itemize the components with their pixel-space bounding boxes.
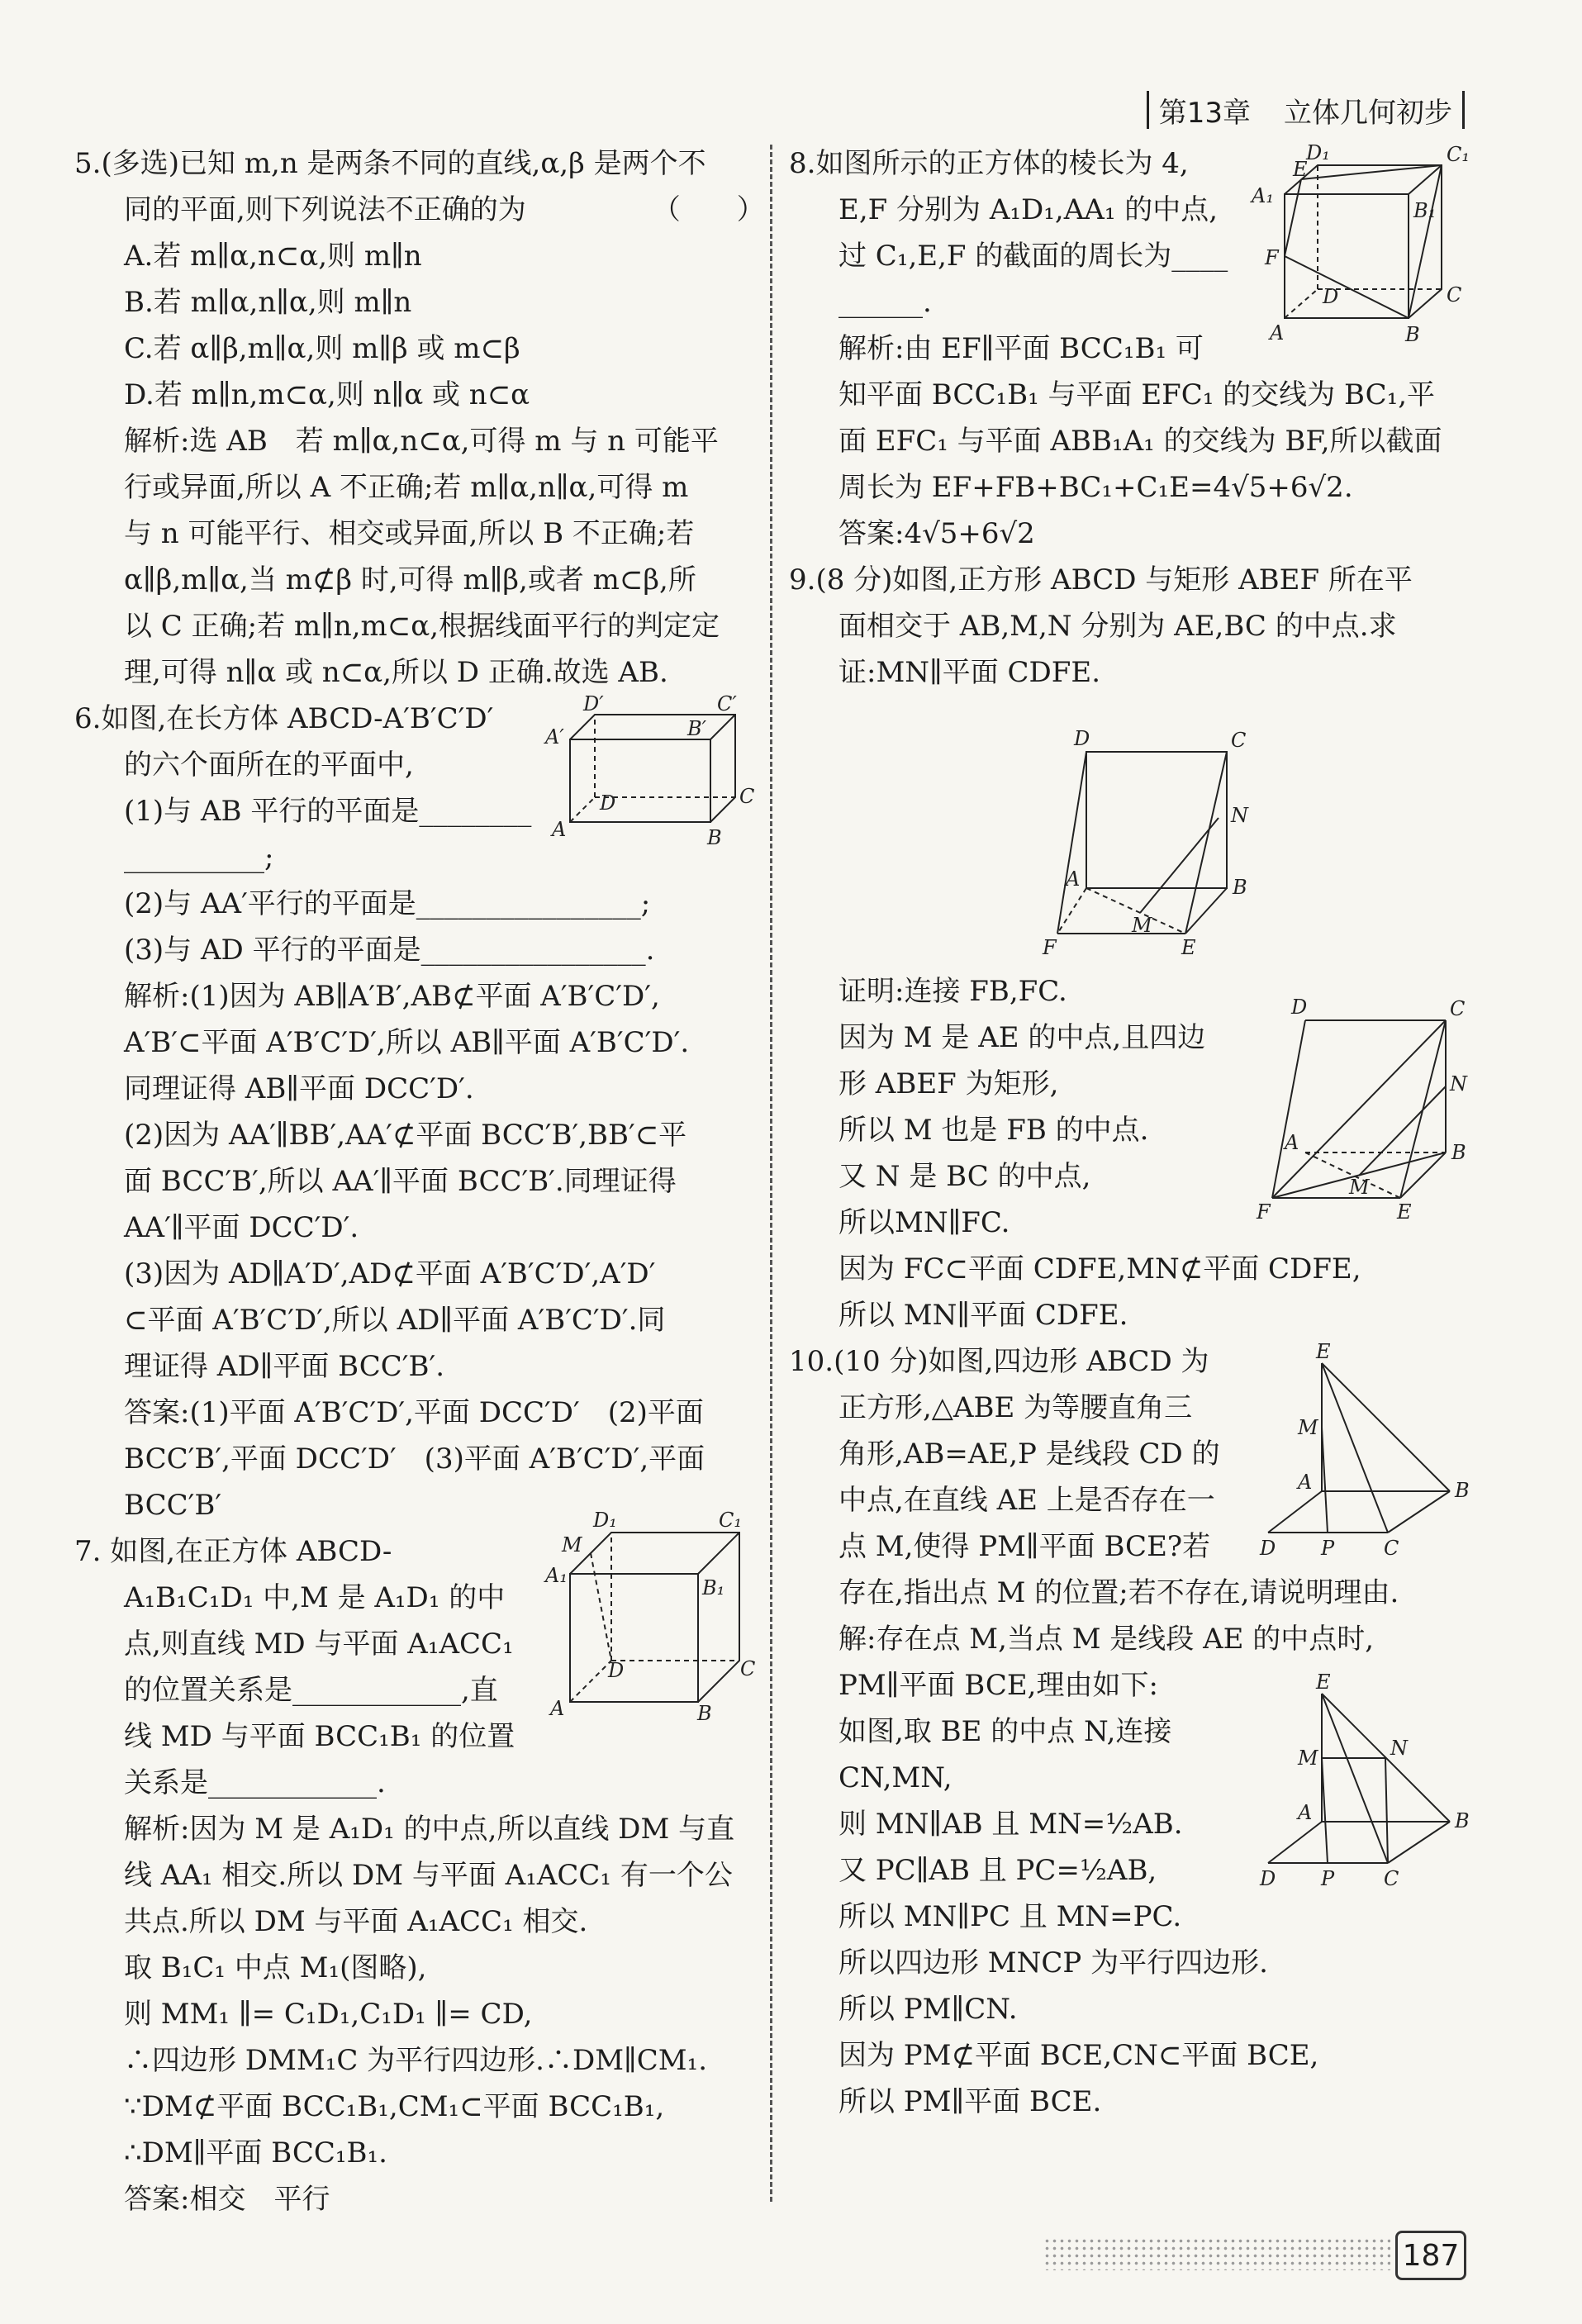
- q7-analysis: ∵DM⊄平面 BCC₁B₁,CM₁⊂平面 BCC₁B₁,: [124, 2090, 665, 2123]
- q5-line: 同的平面,则下列说法不正确的为 （ ）: [124, 193, 765, 226]
- q9-line: 9.(8 分)如图,正方形 ABCD 与矩形 ABEF 所在平: [789, 563, 1413, 596]
- q6-part1: (1)与 AB 平行的平面是________: [124, 795, 532, 828]
- q7-analysis: 共点.所以 DM 与平面 A₁ACC₁ 相交.: [124, 1905, 588, 1938]
- fig10a-label: M: [1298, 1416, 1318, 1439]
- fig6-label: C: [739, 785, 755, 808]
- fig8-label: B: [1405, 323, 1420, 346]
- fig8-label: F: [1265, 246, 1279, 269]
- q10-line: 点 M,使得 PM∥平面 BCE?若: [839, 1530, 1211, 1563]
- q9-proof: 因为 M 是 AE 的中点,且四边: [839, 1021, 1206, 1054]
- fig10b-label: A: [1298, 1801, 1313, 1824]
- q9-proof: 所以MN∥FC.: [839, 1206, 1010, 1239]
- fig7-label: M: [562, 1533, 582, 1556]
- q10-line: 中点,在直线 AE 上是否存在一: [839, 1484, 1215, 1517]
- fig7-label: D: [608, 1659, 625, 1682]
- q5-analysis: 行或异面,所以 A 不正确;若 m∥α,n∥α,可得 m: [124, 471, 689, 504]
- fig7-label: D₁: [593, 1509, 617, 1532]
- q7-analysis: ∴DM∥平面 BCC₁B₁.: [124, 2136, 387, 2170]
- fig6-label: A: [552, 818, 567, 841]
- figure-q6-cuboid: [545, 692, 755, 851]
- q5-option-a: A.若 m∥α,n⊂α,则 m∥n: [124, 240, 422, 273]
- figure-q7-cube: [545, 1509, 756, 1727]
- left-column: [74, 140, 765, 2222]
- fig10a-label: B: [1455, 1479, 1470, 1502]
- fig9b-label: C: [1450, 997, 1466, 1020]
- fig9b-label: A: [1285, 1131, 1299, 1154]
- fig8-label: C: [1447, 283, 1462, 307]
- fig10a-label: E: [1316, 1340, 1331, 1363]
- q9-proof: 形 ABEF 为矩形,: [839, 1067, 1059, 1100]
- q10-solution: CN,MN,: [839, 1761, 953, 1794]
- q10-line: 10.(10 分)如图,四边形 ABCD 为: [789, 1345, 1209, 1378]
- q6-answer: BCC′B′,平面 DCC′D′ (3)平面 A′B′C′D′,平面: [124, 1442, 705, 1476]
- fig9b-label: D: [1291, 996, 1308, 1019]
- q10-solution: PM∥平面 BCE,理由如下:: [839, 1669, 1158, 1702]
- fig6-label: B′: [687, 717, 707, 740]
- q5-analysis: 与 n 可能平行、相交或异面,所以 B 不正确;若: [124, 517, 695, 550]
- q6-analysis: 理证得 AD∥平面 BCC′B′.: [124, 1350, 445, 1383]
- q6-part1: __________;: [124, 841, 274, 874]
- fig10a-label: C: [1384, 1537, 1399, 1560]
- q10-solution: 所以 PM∥CN.: [839, 1993, 1018, 2026]
- fig6-label: D: [600, 791, 616, 815]
- q5-analysis: 理,可得 n∥α 或 n⊂α,所以 D 正确.故选 AB.: [124, 656, 668, 689]
- fig9a-label: C: [1231, 729, 1247, 752]
- fig8-label: C₁: [1447, 143, 1470, 166]
- q7-line: 的位置关系是____________,直: [124, 1674, 498, 1707]
- fig10a-label: P: [1321, 1537, 1335, 1560]
- q10-solution: 因为 PM⊄平面 BCE,CN⊂平面 BCE,: [839, 2039, 1319, 2072]
- q8-line: 过 C₁,E,F 的截面的周长为____: [839, 240, 1228, 273]
- fig6-label: B: [707, 826, 722, 849]
- q10-line: 角形,AB=AE,P 是线段 CD 的: [839, 1438, 1220, 1471]
- fig8-label: A₁: [1252, 184, 1274, 207]
- fig8-label: E: [1293, 158, 1308, 181]
- chapter-header: [1137, 87, 1475, 133]
- q9-proof: 所以 MN∥平面 CDFE.: [839, 1299, 1128, 1332]
- q10-solution: 所以 PM∥平面 BCE.: [839, 2085, 1102, 2118]
- figure-q9-problem: [1033, 727, 1264, 967]
- header-divider: [1462, 91, 1465, 129]
- fig10a-label: D: [1260, 1537, 1276, 1560]
- q8-line: ______.: [839, 286, 932, 319]
- q9-proof: 所以 M 也是 FB 的中点.: [839, 1114, 1149, 1147]
- q7-analysis: 取 B₁C₁ 中点 M₁(图略),: [124, 1951, 427, 1984]
- q5-analysis: α∥β,m∥α,当 m⊄β 时,可得 m∥β,或者 m⊂β,所: [124, 563, 696, 596]
- fig10b-label: B: [1455, 1809, 1470, 1832]
- fig8-label: D: [1323, 285, 1339, 308]
- fig7-label: C: [740, 1657, 756, 1680]
- fig10a-label: A: [1298, 1471, 1313, 1494]
- fig9b-label: M: [1349, 1176, 1370, 1199]
- q10-solution: 则 MN∥AB 且 MN=½AB.: [839, 1808, 1183, 1841]
- q6-line: 的六个面所在的平面中,: [124, 749, 414, 782]
- fig6-label: A′: [545, 725, 564, 749]
- q8-analysis: 知平面 BCC₁B₁ 与平面 EFC₁ 的交线为 BC₁,平: [839, 378, 1436, 411]
- q7-line: 7. 如图,在正方体 ABCD-: [74, 1535, 392, 1568]
- fig7-label: C₁: [719, 1509, 742, 1532]
- q6-analysis: AA′∥平面 DCC′D′.: [124, 1211, 359, 1244]
- q10-solution: 所以 MN∥PC 且 MN=PC.: [839, 1900, 1182, 1933]
- q10-solution: 如图,取 BE 的中点 N,连接: [839, 1715, 1172, 1748]
- fig9b-label: N: [1450, 1072, 1467, 1095]
- q8-analysis: 周长为 EF+FB+BC₁+C₁E=4√5+6√2.: [839, 471, 1353, 504]
- page-dots-decoration: [1043, 2237, 1390, 2270]
- q5-option-d: D.若 m∥n,m⊂α,则 n∥α 或 n⊂α: [124, 378, 530, 411]
- q5-analysis: 以 C 正确;若 m∥n,m⊂α,根据线面平行的判定定: [124, 610, 720, 643]
- q7-analysis: ∴四边形 DMM₁C 为平行四边形.∴DM∥CM₁.: [124, 2044, 707, 2077]
- fig8-label: D₁: [1306, 141, 1330, 164]
- fig10b-label: P: [1321, 1867, 1335, 1890]
- fig9b-label: F: [1257, 1200, 1271, 1224]
- chapter-title: 立体几何初步: [1284, 96, 1452, 130]
- q5-analysis: 解析:选 AB 若 m∥α,n⊂α,可得 m 与 n 可能平: [124, 425, 719, 458]
- q8-line: E,F 分别为 A₁D₁,AA₁ 的中点,: [839, 193, 1219, 226]
- fig9b-label: B: [1451, 1141, 1466, 1164]
- q6-answer: BCC′B′: [124, 1489, 222, 1522]
- q7-line: 点,则直线 MD 与平面 A₁ACC₁: [124, 1628, 514, 1661]
- q7-line: 关系是____________.: [124, 1766, 386, 1799]
- fig8-label: B₁: [1413, 199, 1437, 222]
- fig6-label: C′: [717, 692, 737, 715]
- q7-line: 线 MD 与平面 BCC₁B₁ 的位置: [124, 1720, 515, 1753]
- chapter-number: 第13章: [1158, 96, 1251, 130]
- q8-analysis: 面 EFC₁ 与平面 ABB₁A₁ 的交线为 BF,所以截面: [839, 425, 1442, 458]
- fig10b-label: D: [1260, 1867, 1276, 1890]
- fig9b-label: E: [1397, 1200, 1412, 1224]
- q9-proof: 因为 FC⊂平面 CDFE,MN⊄平面 CDFE,: [839, 1252, 1361, 1286]
- fig9a-label: M: [1132, 914, 1152, 937]
- fig7-label: B₁: [702, 1576, 725, 1599]
- fig10b-label: E: [1316, 1671, 1331, 1694]
- page-number: 187: [1395, 2231, 1466, 2280]
- q6-part2: (2)与 AA′平行的平面是________________;: [124, 887, 651, 920]
- fig9a-label: D: [1074, 727, 1090, 750]
- q10-line: 正方形,△ABE 为等腰直角三: [839, 1391, 1193, 1424]
- q7-answer: 答案:相交 平行: [124, 2183, 330, 2216]
- fig9a-label: A: [1066, 867, 1081, 891]
- q9-proof: 证明:连接 FB,FC.: [839, 975, 1067, 1008]
- q10-line: 存在,指出点 M 的位置;若不存在,请说明理由.: [839, 1576, 1399, 1609]
- q9-proof: 又 N 是 BC 的中点,: [839, 1160, 1091, 1193]
- fig10b-label: M: [1298, 1747, 1318, 1770]
- fig7-label: A₁: [545, 1564, 568, 1587]
- fig9a-label: N: [1231, 804, 1248, 827]
- q5-line: 5.(多选)已知 m,n 是两条不同的直线,α,β 是两个不: [74, 147, 706, 180]
- column-divider: [770, 145, 772, 2202]
- q7-line: A₁B₁C₁D₁ 中,M 是 A₁D₁ 的中: [124, 1581, 506, 1614]
- q6-part3: (3)与 AD 平行的平面是________________.: [124, 934, 655, 967]
- q10-solution: 解:存在点 M,当点 M 是线段 AE 的中点时,: [839, 1623, 1375, 1656]
- q10-solution: 又 PC∥AB 且 PC=½AB,: [839, 1854, 1157, 1887]
- q9-line: 面相交于 AB,M,N 分别为 AE,BC 的中点.求: [839, 610, 1397, 643]
- figure-q8-cube-section: [1252, 141, 1475, 359]
- q6-analysis: (3)因为 AD∥A′D′,AD⊄平面 A′B′C′D′,A′D′: [124, 1257, 656, 1290]
- q8-answer: 答案:4√5+6√2: [839, 517, 1035, 550]
- q6-analysis: 面 BCC′B′,所以 AA′∥平面 BCC′B′.同理证得: [124, 1165, 677, 1198]
- q6-analysis: A′B′⊂平面 A′B′C′D′,所以 AB∥平面 A′B′C′D′.: [124, 1026, 690, 1059]
- figure-q10-solution: [1252, 1671, 1483, 1892]
- fig9a-label: F: [1043, 936, 1057, 959]
- q10-solution: 所以四边形 MNCP 为平行四边形.: [839, 1946, 1268, 1979]
- fig9a-label: E: [1181, 936, 1196, 959]
- q6-analysis: (2)因为 AA′∥BB′,AA′⊄平面 BCC′B′,BB′⊂平: [124, 1119, 687, 1152]
- fig6-label: D′: [583, 692, 604, 715]
- fig10b-label: C: [1384, 1867, 1399, 1890]
- q6-line: 6.如图,在长方体 ABCD-A′B′C′D′: [74, 702, 494, 735]
- q8-line: 8.如图所示的正方体的棱长为 4,: [789, 147, 1189, 180]
- q7-analysis: 解析:因为 M 是 A₁D₁ 的中点,所以直线 DM 与直: [124, 1813, 735, 1846]
- header-divider: [1147, 91, 1149, 129]
- q6-analysis: 同理证得 AB∥平面 DCC′D′.: [124, 1072, 474, 1105]
- q7-analysis: 则 MM₁ ∥= C₁D₁,C₁D₁ ∥= CD,: [124, 1998, 533, 2031]
- figure-q9-proof: [1243, 996, 1483, 1227]
- fig9a-label: B: [1233, 876, 1247, 899]
- q7-analysis: 线 AA₁ 相交.所以 DM 与平面 A₁ACC₁ 有一个公: [124, 1859, 733, 1892]
- fig7-label: B: [697, 1702, 712, 1725]
- q8-analysis: 解析:由 EF∥平面 BCC₁B₁ 可: [839, 332, 1204, 365]
- q6-answer: 答案:(1)平面 A′B′C′D′,平面 DCC′D′ (2)平面: [124, 1396, 704, 1429]
- figure-q10-problem: [1252, 1340, 1483, 1561]
- fig8-label: A: [1270, 321, 1285, 345]
- fig7-label: A: [550, 1697, 565, 1720]
- q5-option-b: B.若 m∥α,n∥α,则 m∥n: [124, 286, 412, 319]
- q9-line: 证:MN∥平面 CDFE.: [839, 656, 1101, 689]
- q6-analysis: 解析:(1)因为 AB∥A′B′,AB⊄平面 A′B′C′D′,: [124, 980, 660, 1013]
- q6-analysis: ⊂平面 A′B′C′D′,所以 AD∥平面 A′B′C′D′.同: [124, 1304, 666, 1337]
- fig10b-label: N: [1390, 1737, 1408, 1760]
- q5-option-c: C.若 α∥β,m∥α,则 m∥β 或 m⊂β: [124, 332, 520, 365]
